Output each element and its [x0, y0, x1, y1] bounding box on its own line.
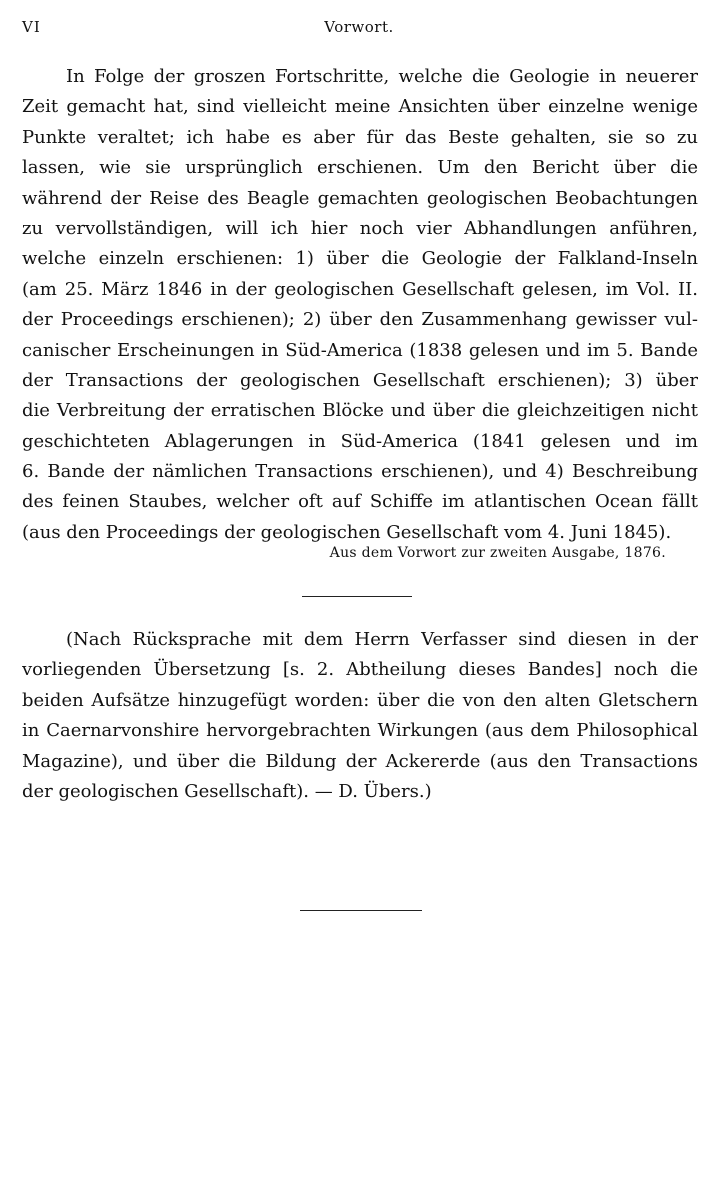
text-line: canischer Erscheinungen in Süd-America (1838 gelesen und im 5. Bande	[22, 339, 698, 361]
text-line: während der Reise des Beagle gemachten geologischen Beobachtungen	[22, 187, 698, 209]
text-line: Magazine), und über die Bildung der Ackererde (aus den Transactions	[22, 750, 698, 772]
preface-paragraph	[22, 62, 698, 548]
running-title: Vorwort.	[324, 18, 394, 36]
text-line: welche einzeln erschienen: 1) über die Geologie der Falkland-Inseln	[22, 248, 698, 270]
text-line: (aus den Proceedings der geologischen Gesellschaft vom 4. Juni 1845).	[22, 521, 672, 543]
text-line: In Folge der groszen Fortschritte, welche die Geologie in neuerer	[66, 66, 698, 87]
text-line: des feinen Staubes, welcher oft auf Schiffe im atlantischen Ocean fällt	[22, 491, 698, 513]
text-line: der geologischen Gesellschaft). — D. Übers.)	[22, 780, 432, 802]
text-line: der Transactions der geologischen Gesellschaft erschienen); 3) über	[22, 369, 698, 391]
text-line: beiden Aufsätze hinzugefügt worden: über die von den alten Gletschern	[22, 689, 698, 711]
text-line: Punkte veraltet; ich habe es aber für das Beste gehalten, sie so zu	[22, 126, 698, 148]
text-line: 6. Bande der nämlichen Transactions erschienen), und 4) Beschreibung	[22, 461, 698, 483]
text-line: Zeit gemacht hat, sind vielleicht meine Ansichten über einzelne wenige	[22, 96, 698, 118]
end-divider	[300, 910, 422, 911]
page-number: VI	[22, 18, 41, 36]
text-line: lassen, wie sie ursprünglich erschienen. Um den Bericht über die	[22, 157, 698, 179]
text-line: vorliegenden Übersetzung [s. 2. Abtheilung dieses Bandes] noch die	[22, 659, 698, 681]
text-line: die Verbreitung der erratischen Blöcke und über die gleichzeitigen nicht	[22, 400, 698, 422]
running-head	[22, 18, 696, 42]
translator-note	[22, 625, 698, 807]
text-line: zu vervollständigen, will ich hier noch vier Abhandlungen anführen,	[22, 217, 698, 239]
text-line: geschichteten Ablagerungen in Süd-America (1841 gelesen und im	[22, 430, 698, 452]
text-line: der Proceedings erschienen); 2) über den Zusammenhang gewisser vul-	[22, 309, 698, 331]
text-line: (Nach Rücksprache mit dem Herrn Verfasser sind diesen in der	[66, 629, 698, 650]
text-line: in Caernarvonshire hervorgebrachten Wirkungen (aus dem Philosophical	[22, 720, 698, 742]
text-line: (am 25. März 1846 in der geologischen Gesellschaft gelesen, im Vol. II.	[22, 278, 698, 300]
section-divider	[302, 596, 412, 597]
preface-signature: Aus dem Vorwort zur zweiten Ausgabe, 1876.	[329, 545, 666, 561]
